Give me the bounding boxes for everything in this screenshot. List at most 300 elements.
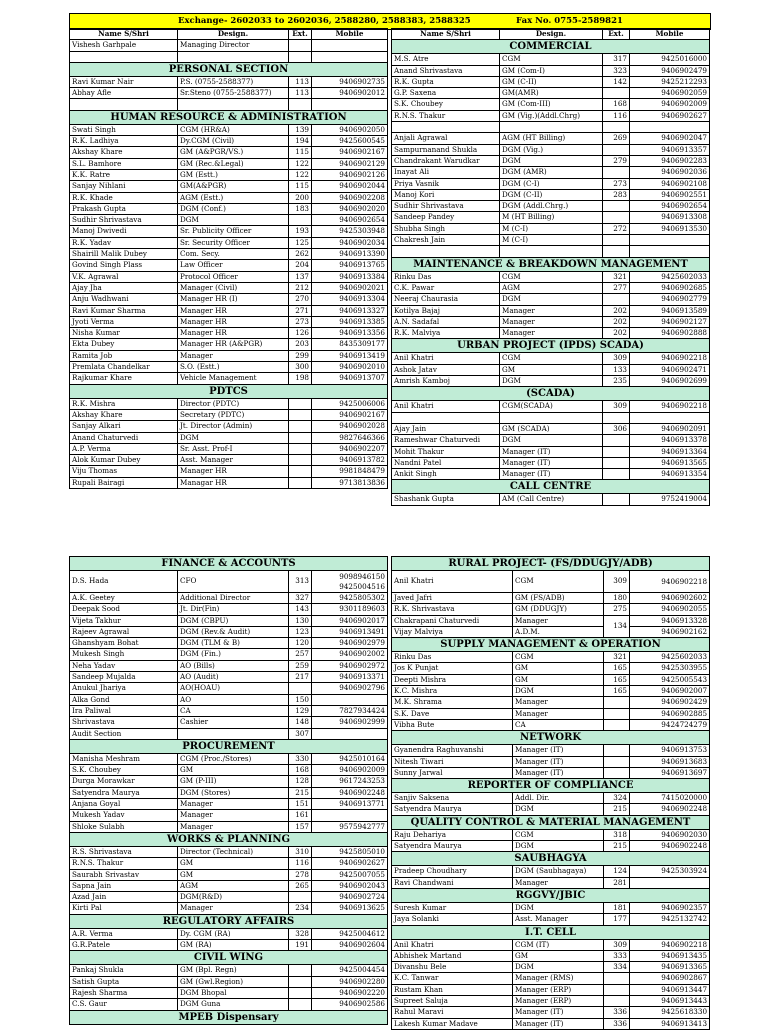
contact-designation: GM (Rec.&Legal) [178, 158, 289, 169]
contact-row [70, 976, 388, 987]
contact-mobile: 9406913327 [312, 305, 388, 316]
contact-name: G.R.Patele [70, 940, 178, 951]
contact-row [392, 155, 710, 166]
contact-designation: DGM (Saubhagaya) [513, 866, 604, 877]
contact-mobile: 9425805302 [312, 593, 388, 604]
contact-designation: AM (Call Centre) [500, 494, 603, 505]
contact-name: Anil Khatri [392, 939, 513, 950]
blank-row [392, 246, 710, 257]
contact-mobile: 9981848479 [312, 466, 388, 477]
contact-ext: 273 [289, 316, 312, 327]
contact-ext: 122 [289, 169, 312, 180]
empty-cell [500, 412, 603, 423]
contact-ext: 128 [289, 776, 312, 787]
contact-ext: 307 [289, 728, 312, 739]
contact-name: Jaya Solanki [392, 914, 513, 925]
contact-mobile: 9406902030 [630, 829, 710, 840]
contact-row [392, 457, 710, 468]
contact-designation: Manager [178, 903, 289, 914]
fax-number: Fax No. 0755-2589821 [516, 16, 623, 26]
contact-row [392, 435, 710, 446]
contact-ext: 129 [289, 705, 312, 716]
left-top-directory [69, 28, 387, 489]
contact-designation: CGM [500, 353, 603, 364]
section-title: PDTCS [70, 384, 388, 398]
section-header [392, 257, 710, 271]
contact-mobile: 9406902283 [630, 155, 710, 166]
contact-designation: DGM(R&D) [178, 892, 289, 903]
contact-name: Prakash Gupta [70, 203, 178, 214]
contact-row [392, 88, 710, 99]
contact-name: Satyendra Maurya [70, 787, 178, 798]
section-header [70, 739, 388, 753]
contact-name: Anil Khatri [392, 401, 500, 412]
section-title: WORKS & PLANNING [70, 832, 388, 846]
contact-row [70, 753, 388, 764]
contact-designation: DGM (TLM & B) [178, 638, 289, 649]
contact-name: Rameshwar Chaturvedi [392, 435, 500, 446]
contact-name: Anjali Agrawal [392, 133, 500, 144]
contact-name: Ghanshyam Bohat [70, 638, 178, 649]
contact-name: Sampurnanand Shukla [392, 144, 500, 155]
contact-mobile: 9406902129 [312, 158, 388, 169]
contact-designation: Manager [500, 316, 603, 327]
contact-row [70, 649, 388, 660]
contact-ext [604, 697, 630, 708]
contact-ext: 150 [289, 694, 312, 705]
section-title: I.T. CELL [392, 925, 710, 939]
contact-mobile: 9406913683 [630, 756, 710, 767]
contact-designation: Manager [500, 328, 603, 339]
contact-name: Ajay Jha [70, 282, 178, 293]
contact-mobile: 9752419004 [630, 494, 710, 505]
contact-designation: Sr. Publicity Officer [178, 226, 289, 237]
contact-row [392, 756, 710, 767]
contact-designation: AO(HOAU) [178, 683, 289, 694]
contact-ext: 151 [289, 799, 312, 810]
contact-designation: Asst. Manager [178, 455, 289, 466]
contact-designation: GM (Estt.) [178, 169, 289, 180]
contact-ext: 309 [604, 939, 630, 950]
contact-mobile: 9406902034 [312, 237, 388, 248]
contact-designation: DGM [513, 686, 604, 697]
contact-row [70, 626, 388, 637]
contact-designation: Managing Director [178, 40, 289, 51]
contact-mobile: 9575942777 [312, 821, 388, 832]
contact-name: Akshay Khare [70, 409, 178, 420]
contact-mobile: 9406902021 [312, 282, 388, 293]
contact-mobile: 9406902999 [312, 717, 388, 728]
contact-designation: GM(AMR) [500, 88, 603, 99]
contact-ext: 321 [603, 271, 630, 282]
contact-row [392, 316, 710, 327]
contact-name: Suresh Kumar [392, 902, 513, 913]
contact-mobile: 9406902586 [312, 999, 388, 1010]
contact-designation: Manager (ERP) [513, 984, 604, 995]
contact-mobile: 9406902012 [312, 88, 388, 99]
contact-ext [289, 892, 312, 903]
contact-designation: P.S. (0755-2588377) [178, 76, 289, 87]
empty-cell [178, 99, 289, 110]
column-header-row [392, 29, 710, 40]
section-header [70, 832, 388, 846]
contact-ext: 234 [289, 903, 312, 914]
contact-name: Rinku Das [392, 271, 500, 282]
contact-name: Anju Wadhwani [70, 294, 178, 305]
contact-mobile: 9406902009 [312, 765, 388, 776]
contact-ext: 328 [289, 928, 312, 939]
contact-name: R.K. Malviya [392, 328, 500, 339]
contact-mobile [630, 235, 710, 246]
contact-row [392, 652, 710, 663]
contact-designation: GM (Vig.)(Addl.Chrg) [500, 110, 603, 121]
contact-mobile: 9406902108 [630, 178, 710, 189]
exchange-numbers: Exchange- 2602033 to 2602036, 2588280, 2588383, 2588325 [178, 16, 471, 26]
contact-mobile: 9406902551 [630, 189, 710, 200]
contact-designation: Manager (IT) [500, 457, 603, 468]
contact-designation: Manager (IT) [513, 767, 604, 778]
contact-name: Ira Paliwal [70, 705, 178, 716]
contact-ext: 165 [604, 674, 630, 685]
contact-name: Rajkumar Khare [70, 373, 178, 384]
contact-designation: GM (Com-III) [500, 99, 603, 110]
section-header [392, 387, 710, 401]
contact-row [392, 235, 710, 246]
contact-name: C.S. Gaur [70, 999, 178, 1010]
contact-row [392, 271, 710, 282]
contact-name: A.N. Sadafal [392, 316, 500, 327]
section-title: NETWORK [392, 731, 710, 745]
contact-row [70, 787, 388, 798]
contact-name: R.N.S. Thakur [392, 110, 500, 121]
section-header [392, 638, 710, 652]
contact-ext [603, 294, 630, 305]
contact-name: V.K. Agrawal [70, 271, 178, 282]
contact-row [70, 765, 388, 776]
contact-ext [289, 976, 312, 987]
contact-row [392, 914, 710, 925]
contact-designation: Sr. Asst. Prof-I [178, 443, 289, 454]
contact-name: Gyanendra Raghuvanshi [392, 745, 513, 756]
contact-mobile: 9406902602 [630, 593, 710, 604]
right-top-directory [391, 28, 709, 506]
contact-designation: GM [513, 663, 604, 674]
contact-ext [289, 987, 312, 998]
contact-designation: Manager HR (I) [178, 294, 289, 305]
empty-cell [289, 51, 312, 62]
contact-name: Anand Shrivastava [392, 65, 500, 76]
contact-ext [289, 443, 312, 454]
contact-ext [604, 767, 630, 778]
contact-name: Sanjiv Saksena [392, 793, 513, 804]
contact-ext: 271 [289, 305, 312, 316]
section-title: COMMERCIAL [392, 40, 710, 54]
contact-name: Manoj Kori [392, 189, 500, 200]
contact-ext [289, 215, 312, 226]
contact-row [392, 571, 710, 593]
contact-mobile: 9425132742 [630, 914, 710, 925]
contact-row [70, 432, 388, 443]
contact-mobile: 9406902479 [630, 65, 710, 76]
contact-mobile: 9425618330 [630, 1007, 710, 1018]
section-header [392, 480, 710, 494]
contact-mobile: 9406902167 [312, 147, 388, 158]
contact-ext: 134 [604, 615, 630, 638]
contact-mobile: 9406913364 [630, 446, 710, 457]
contact-designation: DGM (C-I) [500, 178, 603, 189]
contact-mobile: 9406902220 [312, 987, 388, 998]
contact-mobile: 9406902126 [312, 169, 388, 180]
contact-row [392, 65, 710, 76]
contact-name: Anil Khatri [392, 353, 500, 364]
contact-name: Ajay Jain [392, 423, 500, 434]
contact-designation: AO (Audit) [178, 672, 289, 683]
contact-row [392, 167, 710, 178]
empty-cell [392, 246, 500, 257]
contact-name: Ashok Jatav [392, 364, 500, 375]
contact-name: Ravi Kumar Nair [70, 76, 178, 87]
contact-row [392, 1007, 710, 1018]
contact-ext: 324 [604, 793, 630, 804]
left-bottom-table [69, 556, 388, 1025]
contact-row [392, 708, 710, 719]
contact-row [70, 339, 388, 350]
contact-row [70, 305, 388, 316]
contact-name: R.K. Yadav [70, 237, 178, 248]
empty-cell [500, 246, 603, 257]
contact-ext: 334 [604, 962, 630, 973]
contact-designation: DGM (Conf.) [178, 203, 289, 214]
contact-mobile: 9406913435 [630, 950, 710, 961]
contact-designation: Sr.Steno (0755-2588377) [178, 88, 289, 99]
contact-designation: Manager (RMS) [513, 973, 604, 984]
contact-row [70, 169, 388, 180]
contact-ext: 200 [289, 192, 312, 203]
contact-row [70, 88, 388, 99]
contact-row [392, 133, 710, 144]
contact-row [70, 940, 388, 951]
contact-row [392, 950, 710, 961]
contact-name: Shairill Malik Dubey [70, 249, 178, 260]
left-top-table [69, 28, 388, 489]
section-header [392, 925, 710, 939]
section-title: URBAN PROJECT (IPDS) SCADA) [392, 339, 710, 353]
empty-cell [312, 99, 388, 110]
section-header [70, 1010, 388, 1024]
contact-designation: Manager [178, 350, 289, 361]
contact-row [392, 201, 710, 212]
contact-name: Sanjay Nihlani [70, 181, 178, 192]
section-title: CIVIL WING [70, 951, 388, 965]
contact-ext [603, 201, 630, 212]
contact-row [392, 804, 710, 815]
contact-mobile: 9406902218 [630, 939, 710, 950]
contact-designation: GM (Com-I) [500, 65, 603, 76]
contact-mobile: 9406902248 [630, 804, 710, 815]
contact-name: Alka Gond [70, 694, 178, 705]
contact-mobile: 9406902059 [630, 88, 710, 99]
contact-designation: DGM [500, 435, 603, 446]
contact-ext: 327 [289, 593, 312, 604]
contact-ext [289, 455, 312, 466]
contact-ext: 217 [289, 672, 312, 683]
section-title: QUALITY CONTROL & MATERIAL MANAGEMENT [392, 815, 710, 829]
contact-designation: Additional Director [178, 593, 289, 604]
contact-designation: Manager (ERP) [513, 996, 604, 1007]
contact-mobile: 9406902007 [630, 686, 710, 697]
contact-mobile: 9406902208 [312, 192, 388, 203]
contact-mobile: 9425805010 [312, 846, 388, 857]
contact-designation: Manager [513, 697, 604, 708]
contact-row [70, 203, 388, 214]
contact-row [70, 615, 388, 626]
contact-mobile: 9406902218 [630, 401, 710, 412]
section-header [392, 888, 710, 902]
contact-mobile: 7827934424 [312, 705, 388, 716]
contact-mobile [312, 810, 388, 821]
col-designation: Design. [500, 29, 603, 40]
contact-designation: Manager HR [178, 328, 289, 339]
contact-mobile [312, 728, 388, 739]
contact-ext: 309 [603, 401, 630, 412]
contact-ext [603, 494, 630, 505]
contact-mobile: 9406902885 [630, 708, 710, 719]
contact-designation: Manager (IT) [513, 1018, 604, 1029]
contact-name: Kotilya Bajaj [392, 305, 500, 316]
contact-mobile: 9406913765 [312, 260, 388, 271]
contact-row [70, 928, 388, 939]
contact-ext: 125 [289, 237, 312, 248]
contact-row [70, 477, 388, 488]
contact-name: Rustam Khan [392, 984, 513, 995]
contact-name: Satyendra Maurya [392, 804, 513, 815]
contact-ext: 310 [289, 846, 312, 857]
contact-designation: DGM Guna [178, 999, 289, 1010]
contact-row [70, 158, 388, 169]
contact-row [70, 810, 388, 821]
contact-name: G.P. Saxena [392, 88, 500, 99]
column-header-row [70, 29, 388, 40]
section-header [392, 40, 710, 54]
contact-ext [604, 984, 630, 995]
contact-designation: DGM [500, 294, 603, 305]
contact-mobile: 9406902020 [312, 203, 388, 214]
contact-designation: M (HT Billing) [500, 212, 603, 223]
contact-name: A.P. Verma [70, 443, 178, 454]
contact-designation: CGM [513, 571, 604, 593]
contact-row [70, 282, 388, 293]
contact-mobile: 9406902735 [312, 76, 388, 87]
contact-row [392, 902, 710, 913]
contact-mobile [312, 571, 388, 593]
contact-designation: CFO [178, 571, 289, 593]
contact-mobile: 9406913753 [630, 745, 710, 756]
contact-name: Jos K Punjat [392, 663, 513, 674]
contact-row [70, 660, 388, 671]
contact-mobile: 9406902979 [312, 638, 388, 649]
contact-designation: AGM (HT Billing) [500, 133, 603, 144]
contact-designation: DGM [513, 902, 604, 913]
empty-cell [392, 122, 500, 133]
contact-row [392, 697, 710, 708]
col-mobile: Mobile [630, 29, 710, 40]
contact-ext: 157 [289, 821, 312, 832]
blank-row [392, 412, 710, 423]
contact-mobile [630, 877, 710, 888]
contact-row [392, 604, 710, 615]
contact-designation: Manager (IT) [513, 745, 604, 756]
contact-name: Kirti Pal [70, 903, 178, 914]
contact-name: Rupali Bairagi [70, 477, 178, 488]
contact-name: R.K. Khade [70, 192, 178, 203]
contact-designation: GM [178, 869, 289, 880]
contact-designation: GM(A&PGR) [178, 181, 289, 192]
contact-ext [604, 719, 630, 730]
contact-ext [289, 40, 312, 51]
contact-ext: 333 [604, 950, 630, 961]
mobile-line: 9425004516 [339, 581, 385, 591]
contact-mobile: 9425602033 [630, 652, 710, 663]
contact-ext: 198 [289, 373, 312, 384]
contact-row [70, 249, 388, 260]
contact-row [392, 973, 710, 984]
contact-name: Inayat Ali [392, 167, 500, 178]
contact-ext: 269 [603, 133, 630, 144]
contact-designation [178, 728, 289, 739]
contact-mobile: 9406913390 [312, 249, 388, 260]
contact-designation: Manager HR [178, 305, 289, 316]
contact-name: Chakrapani Chaturvedi [392, 615, 513, 626]
contact-ext [604, 708, 630, 719]
contact-row [70, 398, 388, 409]
contact-ext [603, 167, 630, 178]
contact-ext [603, 235, 630, 246]
contact-designation: Dy.CGM (Civil) [178, 136, 289, 147]
contact-name: Abhay Afle [70, 88, 178, 99]
contact-row [392, 866, 710, 877]
contact-designation: GM (Gwl.Region) [178, 976, 289, 987]
contact-row [70, 443, 388, 454]
col-designation: Design. [178, 29, 289, 40]
contact-ext: 133 [603, 364, 630, 375]
contact-name: A.K. Geetey [70, 593, 178, 604]
contact-name: Jyoti Verma [70, 316, 178, 327]
contact-designation: GM (RA) [178, 940, 289, 951]
contact-row [392, 793, 710, 804]
contact-name: R.K. Gupta [392, 76, 500, 87]
col-ext: Ext. [603, 29, 630, 40]
contact-row [70, 880, 388, 891]
contact-ext: 122 [289, 158, 312, 169]
contact-mobile: 9406902654 [630, 201, 710, 212]
contact-mobile: 9406902248 [630, 841, 710, 852]
contact-designation: Com. Secy. [178, 249, 289, 260]
contact-ext: 277 [603, 282, 630, 293]
contact-designation: Manager HR (A&PGR) [178, 339, 289, 350]
contact-name: Deepti Mishra [392, 674, 513, 685]
contact-ext: 165 [604, 663, 630, 674]
contact-designation: Manager [513, 708, 604, 719]
contact-ext: 139 [289, 124, 312, 135]
contact-row [392, 178, 710, 189]
contact-name: Akshay Khare [70, 147, 178, 158]
contact-row [70, 683, 388, 694]
contact-name: Pradeep Choudhary [392, 866, 513, 877]
contact-mobile: 9406913365 [630, 962, 710, 973]
contact-mobile: 9406902127 [630, 316, 710, 327]
section-title: FINANCE & ACCOUNTS [70, 557, 388, 571]
contact-designation: DGM (Stores) [178, 787, 289, 798]
